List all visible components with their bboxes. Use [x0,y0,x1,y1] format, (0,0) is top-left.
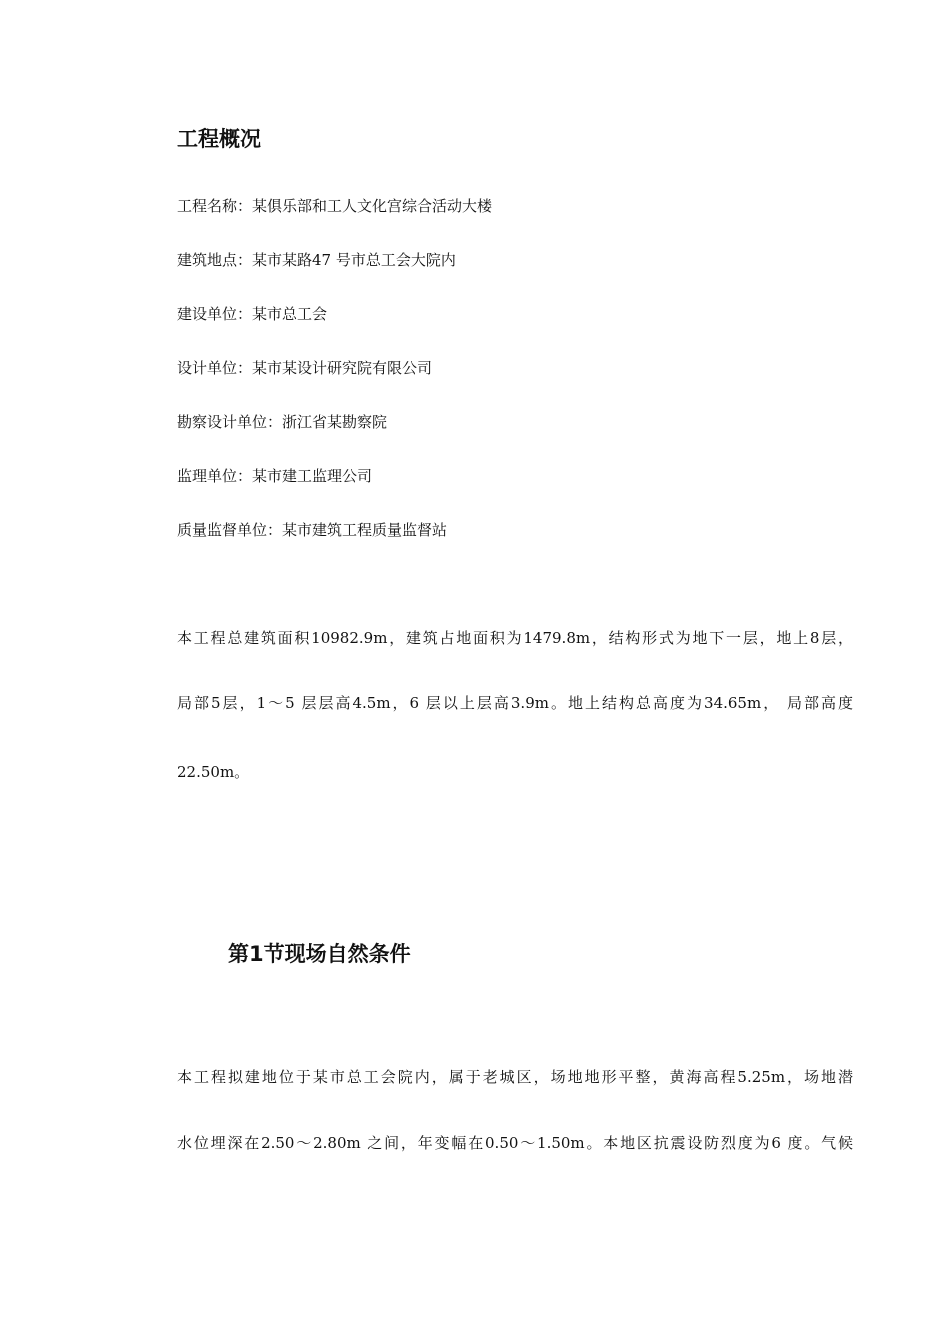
info-quality-supervision: 质量监督单位：某市建筑工程质量监督站 [177,521,448,539]
info-location: 建筑地点：某市某路47 号市总工会大院内 [177,251,456,269]
info-supervisor: 监理单位：某市建工监理公司 [177,467,373,485]
overview-line-2: 局部5层，1～5 层层高4.5m，6 层以上层高3.9m。地上结构总高度为34.65m， 局部高度 [177,694,853,712]
info-project-name: 工程名称：某俱乐部和工人文化宫综合活动大楼 [177,197,493,215]
overview-line-1: 本工程总建筑面积10982.9m，建筑占地面积为1479.8m，结构形式为地下一层，地上8层， [177,629,853,647]
info-survey: 勘察设计单位：浙江省某勘察院 [177,413,388,431]
page-title: 工程概况 [177,127,261,151]
overview-line-3: 22.50m。 [177,763,250,781]
section-line-2: 水位埋深在2.50～2.80m 之间，年变幅在0.50～1.50m。本地区抗震设防烈度为6 度。气候 [177,1134,853,1152]
section-title: 第1节现场自然条件 [228,942,411,966]
info-designer: 设计单位：某市某设计研究院有限公司 [177,359,433,377]
info-owner: 建设单位：某市总工会 [177,305,328,323]
section-line-1: 本工程拟建地位于某市总工会院内，属于老城区，场地地形平整，黄海高程5.25m，场地潜 [177,1068,853,1086]
